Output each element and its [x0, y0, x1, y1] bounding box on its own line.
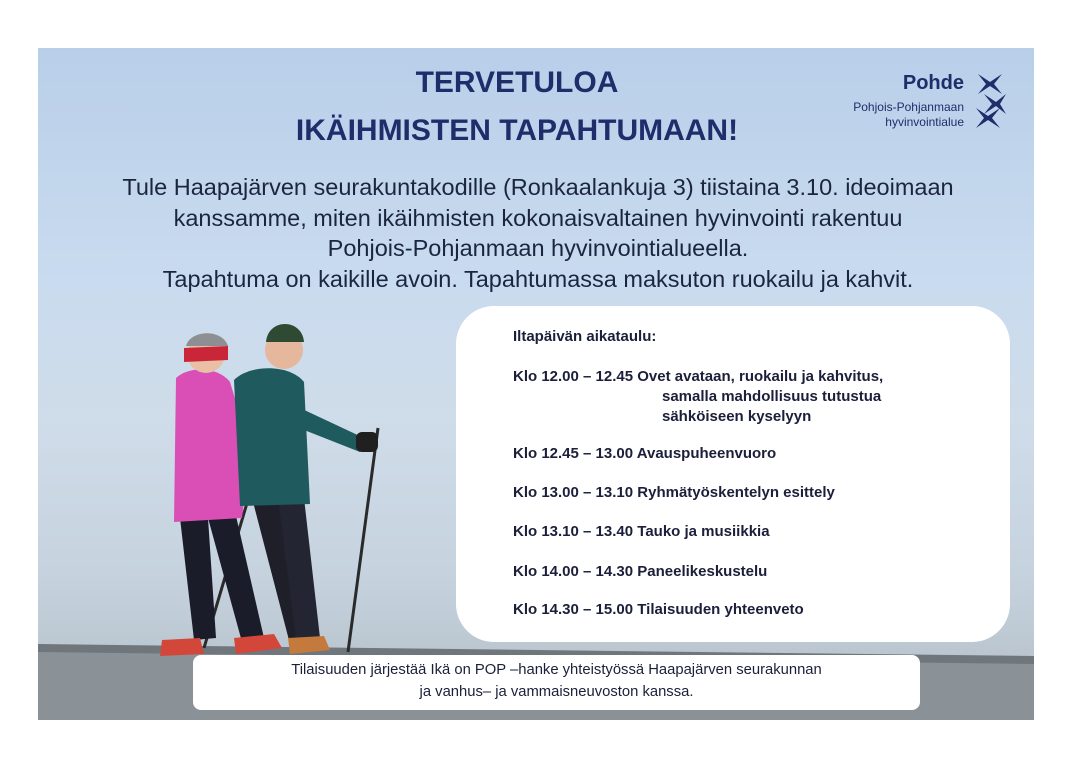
- pohde-logo: [818, 68, 1008, 138]
- footer-line-1: Tilaisuuden järjestää Ikä on POP –hanke yhteistyössä Haapajärven seurakunnan: [291, 662, 822, 678]
- footer-line-2: ja vanhus– ja vammaisneuvoston kanssa.: [419, 684, 694, 700]
- logo-sub-line-2: hyvinvointialue: [885, 115, 964, 129]
- schedule-activity: Ovet avataan, ruokailu ja kahvitus,: [637, 368, 884, 385]
- schedule-row: [513, 563, 767, 580]
- intro-line: Tapahtuma on kaikille avoin. Tapahtumassa maksuton ruokailu ja kahvit.: [162, 265, 914, 292]
- schedule-row: [513, 445, 776, 462]
- schedule-time: Klo 13.00 – 13.10: [513, 484, 634, 501]
- schedule-activity: Tauko ja musiikkia: [637, 523, 770, 540]
- schedule-activity-line: sähköiseen kyselyyn: [662, 407, 812, 425]
- schedule-row: [513, 484, 835, 501]
- schedule-activity: Paneelikeskustelu: [637, 563, 768, 580]
- title-line-2: IKÄIHMISTEN TAPAHTUMAAN!: [295, 114, 739, 147]
- schedule-row: [513, 368, 883, 385]
- logo-sub-line-1: Pohjois-Pohjanmaan: [853, 100, 964, 114]
- intro-line: Tule Haapajärven seurakuntakodille (Ronkaalankuja 3) tiistaina 3.10. ideoimaan: [122, 174, 954, 200]
- schedule-row-continuation: [662, 387, 881, 426]
- schedule-activity: Tilaisuuden yhteenveto: [637, 601, 804, 618]
- intro-text: [58, 172, 1018, 294]
- logo-subtitle: [853, 100, 964, 130]
- organizer-footer: [193, 655, 920, 710]
- intro-line: kanssamme, miten ikäihmisten kokonaisvaltainen hyvinvointi rakentuu: [173, 204, 903, 231]
- pohde-star-icon: [972, 68, 1008, 132]
- schedule-activity: Avauspuheenvuoro: [636, 445, 777, 462]
- schedule-activity-line: samalla mahdollisuus tutustua: [662, 388, 882, 405]
- schedule-time: Klo 12.45 – 13.00: [513, 445, 634, 462]
- schedule-row: [513, 523, 770, 540]
- schedule-time: Klo 14.30 – 15.00: [513, 601, 634, 618]
- schedule-box: [456, 306, 1010, 642]
- schedule-time: Klo 14.00 – 14.30: [513, 563, 634, 580]
- schedule-row: [513, 601, 804, 618]
- title-line-1: TERVETULOA: [415, 66, 619, 99]
- schedule-activity: Ryhmätyöskentelyn esittely: [637, 484, 835, 501]
- logo-name: Pohde: [902, 72, 964, 94]
- schedule-time: Klo 13.10 – 13.40: [513, 523, 634, 540]
- event-poster: [38, 48, 1034, 720]
- schedule-title: Iltapäivän aikataulu:: [513, 328, 657, 345]
- intro-line: Pohjois-Pohjanmaan hyvinvointialueella.: [327, 235, 749, 261]
- schedule-time: Klo 12.00 – 12.45: [513, 368, 634, 385]
